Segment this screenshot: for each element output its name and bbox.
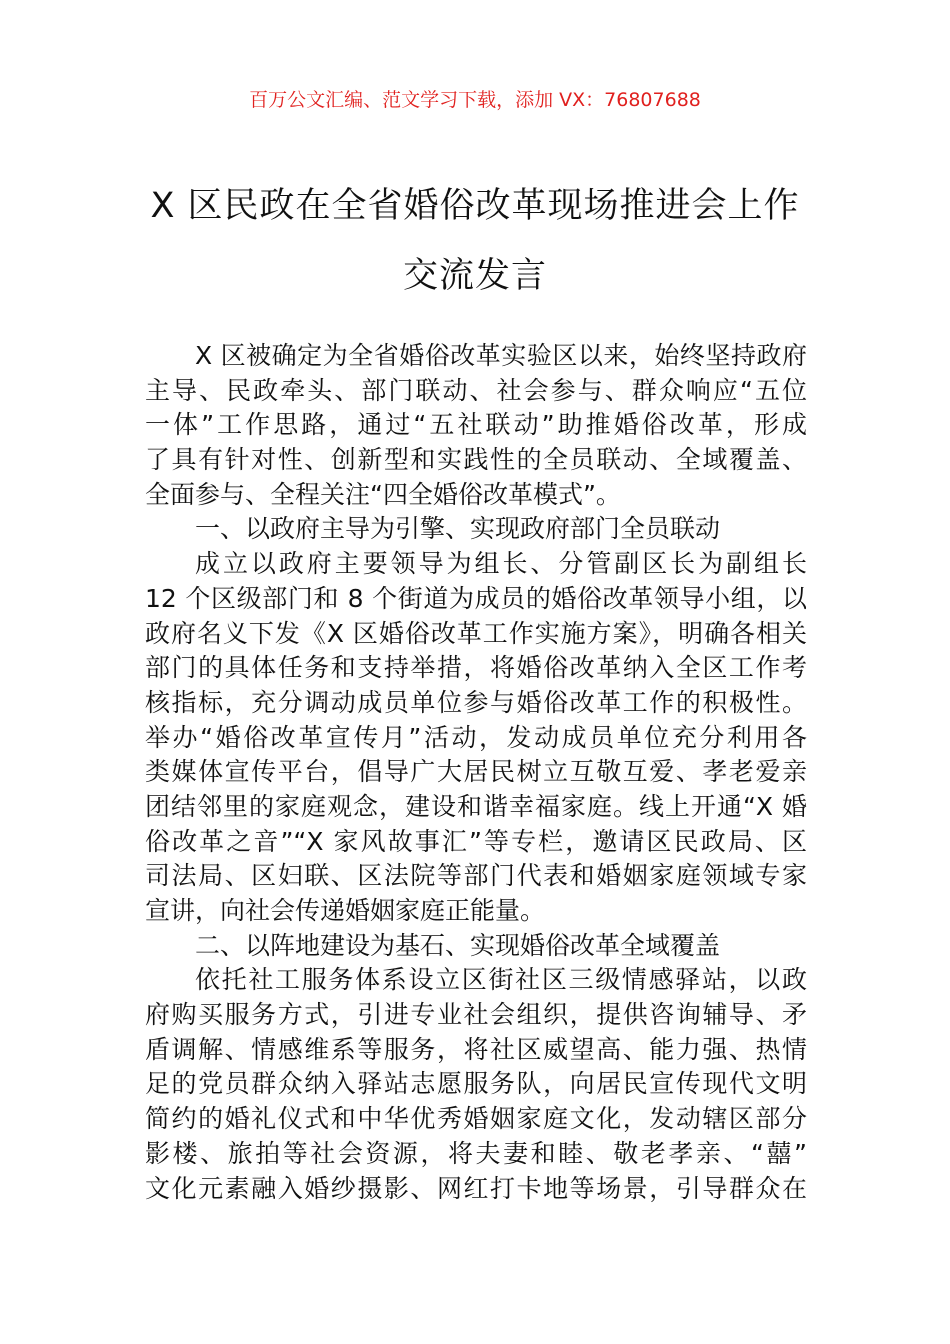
- paragraph-line: 影楼、旅拍等社会资源，将夫妻和睦、敬老孝亲、“囍”: [145, 1138, 807, 1168]
- paragraph-line: 简约的婚礼仪式和中华优秀婚姻家庭文化，发动辖区部分: [145, 1104, 807, 1134]
- paragraph-line: 团结邻里的家庭观念，建设和谐幸福家庭。线上开通“X 婚: [145, 791, 807, 821]
- document-body: [145, 339, 807, 1206]
- paragraph-line: 部门的具体任务和支持举措，将婚俗改革纳入全区工作考: [145, 653, 807, 683]
- paragraph-line: 依托社工服务体系设立区街社区三级情感驿站，以政: [195, 965, 807, 995]
- document-title-line-1: X 区民政在全省婚俗改革现场推进会上作: [150, 186, 800, 226]
- paragraph-line: 举办“婚俗改革宣传月”活动，发动成员单位充分利用各: [145, 722, 807, 752]
- paragraph-line: 政府名义下发《X 区婚俗改革工作实施方案》，明确各相关: [145, 618, 807, 648]
- paragraph-line: 宣讲，向社会传递婚姻家庭正能量。: [145, 896, 546, 925]
- section-heading: 二、以阵地建设为基石、实现婚俗改革全域覆盖: [195, 930, 721, 960]
- paragraph-line: 府购买服务方式，引进专业社会组织，提供咨询辅导、矛: [145, 1000, 807, 1030]
- section-heading: 一、以政府主导为引擎、实现政府部门全员联动: [195, 514, 721, 544]
- paragraph-line: 核指标，充分调动成员单位参与婚俗改革工作的积极性。: [145, 687, 807, 717]
- paragraph-line: 足的党员群众纳入驿站志愿服务队，向居民宣传现代文明: [145, 1069, 807, 1099]
- paragraph-line: 类媒体宣传平台，倡导广大居民树立互敬互爱、孝老爱亲: [145, 757, 807, 787]
- paragraph-line: 12 个区级部门和 8 个街道为成员的婚俗改革领导小组，以: [145, 583, 807, 613]
- paragraph-line: 全面参与、全程关注“四全婚俗改革模式”。: [145, 479, 621, 509]
- paragraph-line: 主导、民政牵头、部门联动、社会参与、群众响应“五位: [145, 375, 807, 405]
- paragraph-line: 俗改革之音”“X 家风故事汇”等专栏，邀请区民政局、区: [145, 826, 807, 856]
- paragraph-line: 司法局、区妇联、区法院等部门代表和婚姻家庭领域专家: [145, 861, 807, 891]
- paragraph-line: 一体”工作思路，通过“五社联动”助推婚俗改革，形成: [145, 410, 807, 440]
- paragraph-line: X 区被确定为全省婚俗改革实验区以来，始终坚持政府: [195, 341, 807, 370]
- paragraph-line: 成立以政府主要领导为组长、分管副区长为副组长: [195, 549, 807, 579]
- paragraph-line: 盾调解、情感维系等服务，将社区威望高、能力强、热情: [145, 1034, 807, 1064]
- document-title-line-2: 交流发言: [402, 256, 547, 296]
- paragraph-line: 了具有针对性、创新型和实践性的全员联动、全域覆盖、: [145, 445, 807, 475]
- watermark-header-note: 百万公文汇编、范文学习下载，添加 VX：76807688: [249, 89, 701, 111]
- paragraph-line: 文化元素融入婚纱摄影、网红打卡地等场景，引导群众在: [145, 1173, 807, 1203]
